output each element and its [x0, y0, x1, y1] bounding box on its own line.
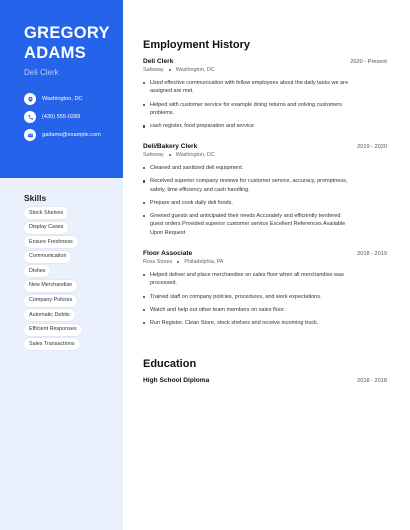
skills-list — [24, 207, 82, 353]
bullet-item: Helped with customer service for example doing returns and solving customers problems. — [143, 101, 355, 118]
phone-icon — [24, 111, 36, 123]
skill-tag: Ensure Freshness — [24, 236, 78, 248]
job-entry-company: Safeway — [143, 67, 164, 73]
bullet-item: Trained staff on company policies, procedures, and work expectations. — [143, 293, 355, 301]
job-entry — [143, 143, 387, 242]
skill-tag: Automatic Debits — [24, 309, 75, 321]
skill-tag: Efficient Responses — [24, 324, 82, 336]
job-entry — [143, 250, 387, 332]
contact-location — [24, 93, 122, 105]
email-icon — [24, 129, 36, 141]
skill-tag: Communication — [24, 251, 71, 263]
separator-dot — [169, 69, 171, 71]
job-entry-location: Washington, DC — [175, 152, 215, 158]
job-entry-title: Floor Associate — [143, 250, 193, 257]
employment-heading: Employment History — [143, 39, 250, 51]
last-name: ADAMS — [24, 44, 86, 62]
job-entry-location: Philadelphia, PA — [184, 259, 224, 265]
bullet-item: cash register, food preparation and service — [143, 122, 355, 130]
skill-tag: New Merchandise — [24, 280, 77, 292]
job-entry — [143, 58, 387, 135]
education-entry — [143, 377, 387, 384]
bullet-item: Greeted guests and anticipated their needs Accurately and efficiently tendered guest orders Provided superior customer service Excellent References Available Upon Request — [143, 212, 355, 237]
bullet-item: Used effective communication with fellow employees about the daily tasks we are assigned are met. — [143, 79, 355, 96]
email-text: gadams@example.com — [42, 132, 101, 138]
bullet-item: Cleaned and sanitized deli equipment. — [143, 164, 355, 172]
location-text: Washington, DC — [42, 96, 83, 102]
job-entry-company: Ross Stores — [143, 259, 173, 265]
bullet-item: Watch and help out other team members on sales floor. — [143, 306, 355, 314]
job-entry-company: Safeway — [143, 152, 164, 158]
skills-heading: Skills — [24, 193, 47, 203]
skill-tag: Company Policies — [24, 295, 77, 307]
candidate-name — [24, 23, 120, 63]
first-name: GREGORY — [24, 24, 110, 42]
job-entry-dates: 2020 - Present — [350, 59, 387, 65]
location-pin-icon — [24, 93, 36, 105]
job-entry-bullets — [143, 164, 387, 237]
job-entry-bullets — [143, 271, 387, 327]
contact-email — [24, 129, 122, 141]
bullet-item: Prepare and cook daily deli foods. — [143, 199, 355, 207]
skill-tag: Sales Transactions — [24, 338, 80, 350]
sidebar — [0, 0, 123, 530]
job-title: Deli Clerk — [24, 68, 59, 77]
education-heading: Education — [143, 358, 197, 370]
job-entry-bullets — [143, 79, 387, 131]
separator-dot — [169, 154, 171, 156]
phone-text: (430) 555-0289 — [42, 114, 81, 120]
bullet-item: Received superior company reviews for customer service, accuracy, promptness, safety, time efficiency and cash handling. — [143, 177, 355, 194]
contact-phone — [24, 111, 122, 123]
separator-dot — [177, 261, 179, 263]
contact-list — [24, 93, 122, 147]
skill-tag: Dishes — [24, 265, 50, 277]
job-entry-dates: 2018 - 2019 — [357, 251, 387, 257]
skill-tag: Stock Shelves — [24, 207, 68, 219]
bullet-item: Helped deliver and place merchandise on sales floor when all merchandise was processed. — [143, 271, 355, 288]
profile-header — [0, 0, 123, 178]
bullet-item: Run Register, Clean Store, stock shelves and receive incoming truck. — [143, 319, 355, 327]
education-degree: High School Diploma — [143, 377, 210, 384]
job-entry-title: Deli/Bakery Clerk — [143, 143, 198, 150]
job-entry-dates: 2019 - 2020 — [357, 144, 387, 150]
skill-tag: Display Cases — [24, 222, 68, 234]
job-entry-title: Deli Clerk — [143, 58, 174, 65]
education-dates: 2018 - 2018 — [357, 378, 387, 384]
job-entry-location: Washington, DC — [175, 67, 215, 73]
